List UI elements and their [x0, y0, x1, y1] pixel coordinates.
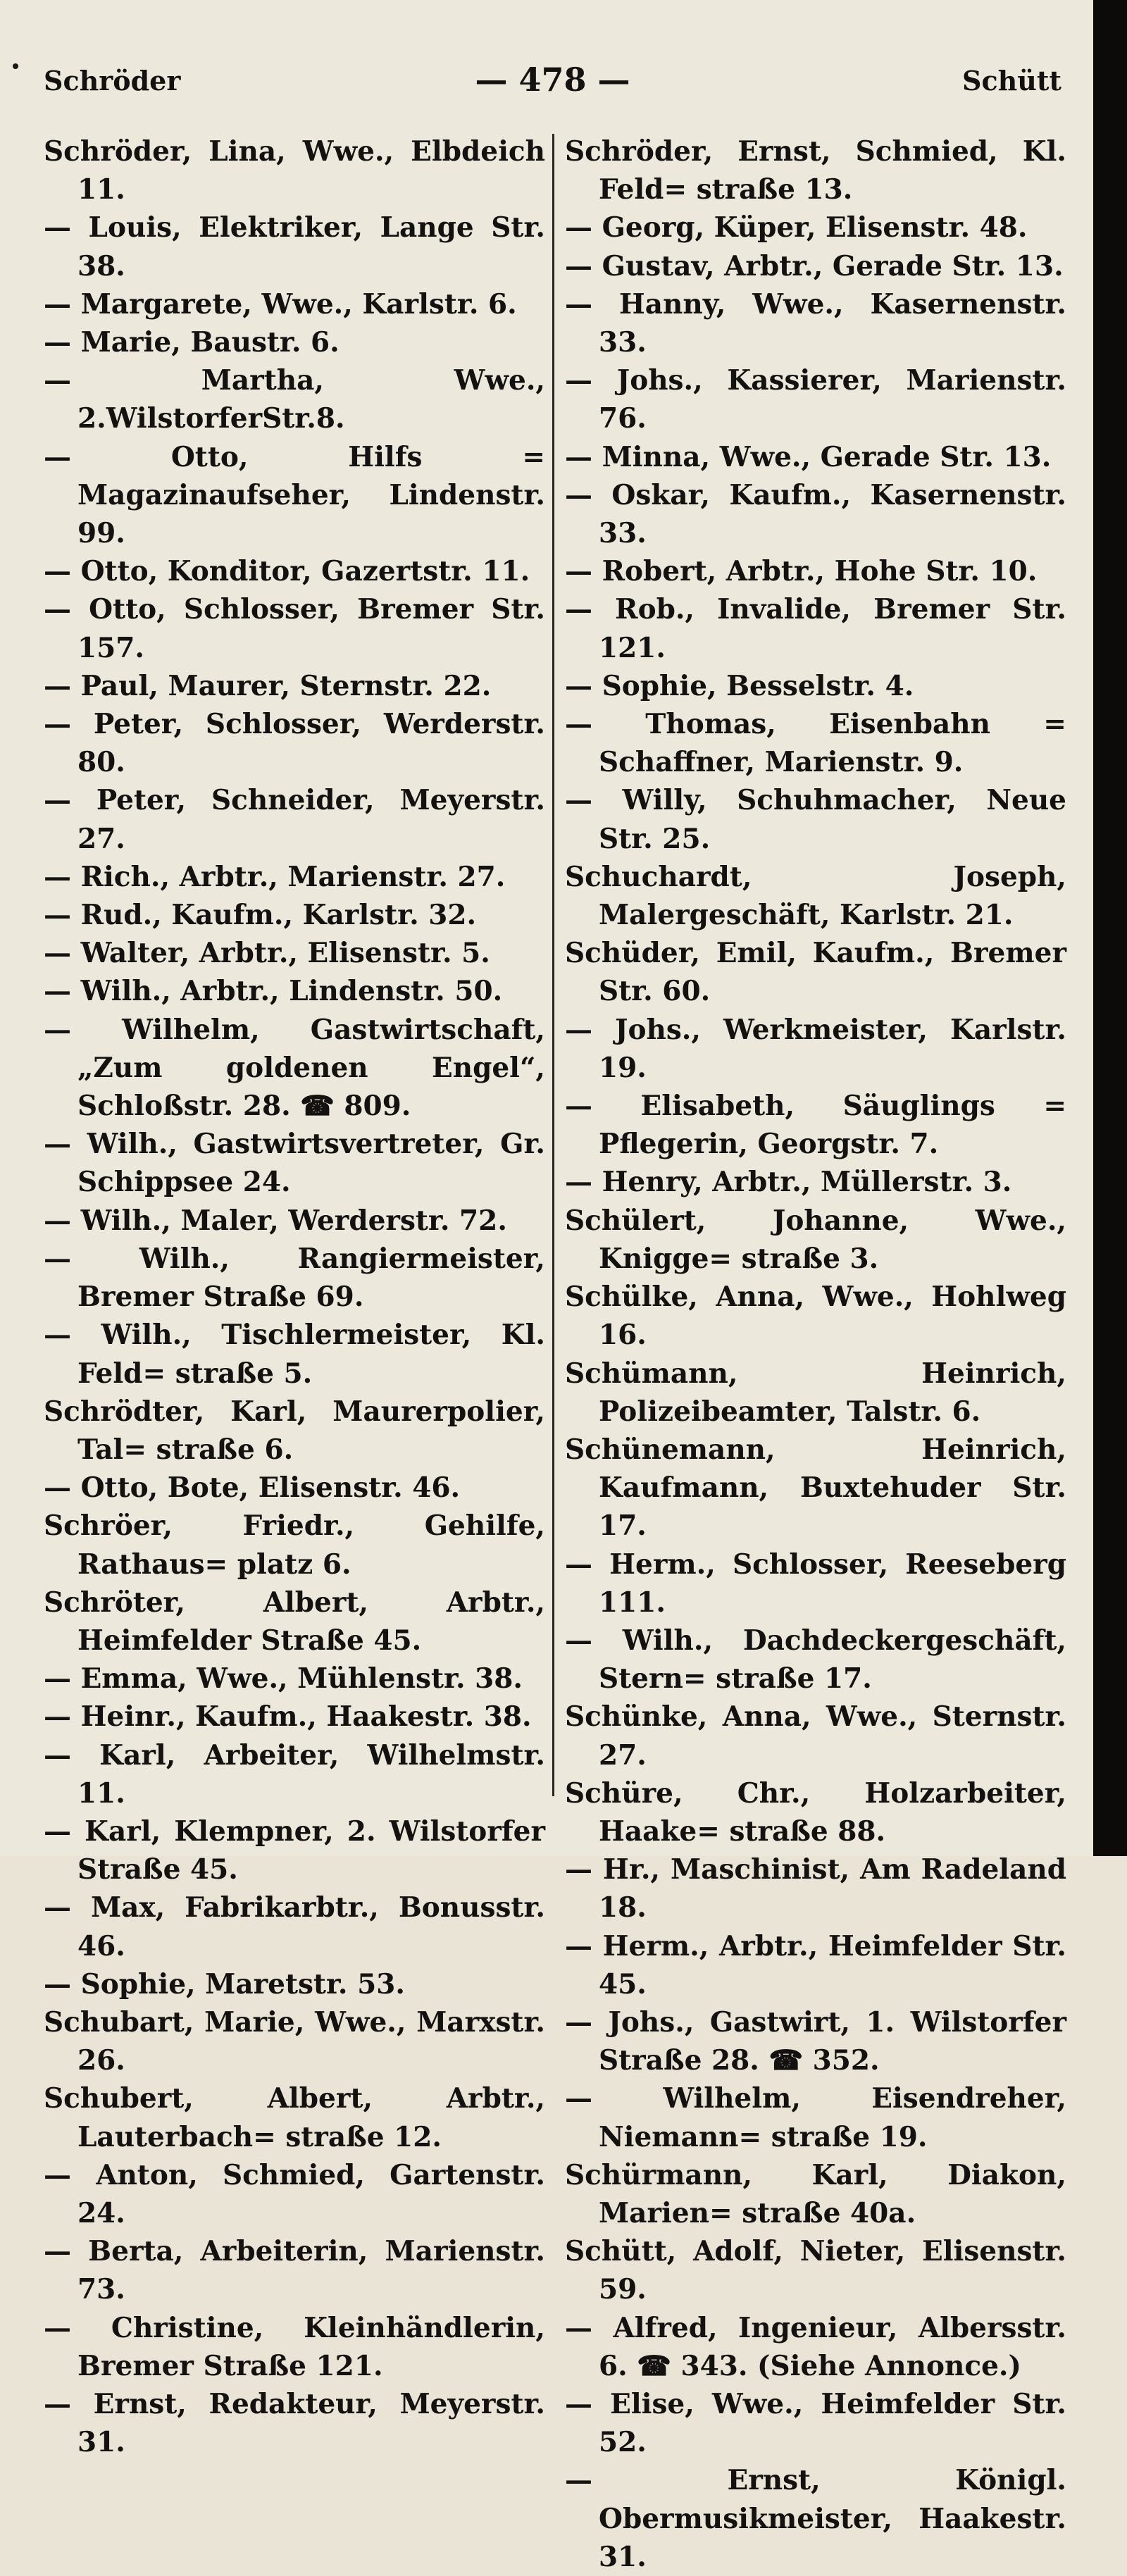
- directory-entry: — Sophie, Maretstr. 53.: [44, 1967, 405, 2001]
- directory-entry: — Sophie, Besselstr. 4.: [565, 669, 914, 702]
- directory-entry: Schröder, Ernst, Schmied, Kl. Feld= straße 13.: [565, 135, 1066, 206]
- directory-entry: Schrödter, Karl, Maurerpolier, Tal= straße 6.: [44, 1395, 545, 1466]
- directory-entry: Schubart, Marie, Wwe., Marxstr. 26.: [44, 2005, 545, 2077]
- directory-entry: — Wilhelm, Gastwirtschaft, „Zum goldenen Engel“, Schloßstr. 28. ☎ 809.: [44, 1013, 545, 1123]
- directory-entry: — Hr., Maschinist, Am Radeland 18.: [565, 1853, 1066, 1924]
- directory-entry: Schröer, Friedr., Gehilfe, Rathaus= platz 6.: [44, 1510, 545, 1581]
- directory-entry: — Rud., Kaufm., Karlstr. 32.: [44, 899, 477, 932]
- directory-entry: Schubert, Albert, Arbtr., Lauterbach= straße 12.: [44, 2082, 545, 2153]
- directory-entry: Schünke, Anna, Wwe., Sternstr. 27.: [565, 1700, 1066, 1772]
- directory-entry: — Wilh., Maler, Werderstr. 72.: [44, 1204, 507, 1237]
- directory-entry: — Heinr., Kaufm., Haakestr. 38.: [44, 1700, 532, 1734]
- directory-entry: — Johs., Gastwirt, 1. Wilstorfer Straße 28. ☎ 352.: [565, 2005, 1066, 2077]
- directory-entry: — Peter, Schlosser, Werderstr. 80.: [44, 708, 545, 779]
- directory-entry: Schülert, Johanne, Wwe., Knigge= straße 3.: [565, 1204, 1066, 1275]
- directory-entry: — Ernst, Redakteur, Meyerstr. 31.: [44, 2387, 545, 2459]
- directory-entry: — Peter, Schneider, Meyerstr. 27.: [44, 784, 545, 855]
- directory-entry: — Georg, Küper, Elisenstr. 48.: [565, 211, 1028, 244]
- directory-entry: — Rich., Arbtr., Marienstr. 27.: [44, 860, 506, 893]
- directory-entry: — Louis, Elektriker, Lange Str. 38.: [44, 211, 545, 282]
- directory-entry: Schütt, Adolf, Nieter, Elisenstr. 59.: [565, 2235, 1066, 2306]
- ink-speck: [13, 63, 18, 69]
- directory-entry: Schürmann, Karl, Diakon, Marien= straße 40a.: [565, 2158, 1066, 2229]
- directory-entry: Schuchardt, Joseph, Malergeschäft, Karlstr. 21.: [565, 860, 1066, 932]
- directory-entry: — Berta, Arbeiterin, Marienstr. 73.: [44, 2235, 545, 2306]
- directory-entry: — Henry, Arbtr., Müllerstr. 3.: [565, 1166, 1012, 1199]
- directory-entry: Schröter, Albert, Arbtr., Heimfelder Straße 45.: [44, 1586, 545, 1657]
- left-column: [44, 132, 545, 2461]
- directory-entry: Schüder, Emil, Kaufm., Bremer Str. 60.: [565, 937, 1066, 1008]
- column-divider: [552, 134, 554, 1796]
- page-header: [44, 61, 1061, 107]
- page-edge-shadow: [1093, 0, 1127, 1856]
- directory-entry: — Wilh., Dachdeckergeschäft, Stern= straße 17.: [565, 1624, 1066, 1695]
- directory-entry: — Otto, Bote, Elisenstr. 46.: [44, 1471, 461, 1505]
- header-right-keyword: Schütt: [962, 65, 1061, 97]
- directory-entry: — Wilh., Gastwirtsvertreter, Gr. Schippsee 24.: [44, 1128, 545, 1199]
- directory-entry: — Johs., Werkmeister, Karlstr. 19.: [565, 1013, 1066, 1084]
- directory-entry: Schülke, Anna, Wwe., Hohlweg 16.: [565, 1281, 1066, 1352]
- directory-entry: Schünemann, Heinrich, Kaufmann, Buxtehuder Str. 17.: [565, 1433, 1066, 1543]
- directory-entry: — Robert, Arbtr., Hohe Str. 10.: [565, 555, 1038, 588]
- directory-entry: — Otto, Hilfs = Magazinaufseher, Lindenstr. 99.: [44, 440, 545, 550]
- directory-entry: — Martha, Wwe., 2.WilstorferStr.8.: [44, 364, 545, 435]
- directory-entry: — Alfred, Ingenieur, Albersstr. 6. ☎ 343. (Siehe Annonce.): [565, 2311, 1066, 2382]
- directory-entry: Schüre, Chr., Holzarbeiter, Haake= straße 88.: [565, 1777, 1066, 1848]
- directory-entry: — Rob., Invalide, Bremer Str. 121.: [565, 593, 1066, 664]
- directory-entry: — Ernst, Königl. Obermusikmeister, Haakestr. 31.: [565, 2464, 1066, 2573]
- directory-entry: — Herm., Arbtr., Heimfelder Str. 45.: [565, 1929, 1066, 2001]
- directory-entry: — Hanny, Wwe., Kasernenstr. 33.: [565, 287, 1066, 359]
- directory-entry: — Minna, Wwe., Gerade Str. 13.: [565, 440, 1052, 473]
- directory-entry: — Otto, Schlosser, Bremer Str. 157.: [44, 593, 545, 664]
- directory-entry: — Elise, Wwe., Heimfelder Str. 52.: [565, 2387, 1066, 2459]
- directory-entry: — Christine, Kleinhändlerin, Bremer Straße 121.: [44, 2311, 545, 2382]
- directory-entry: — Paul, Maurer, Sternstr. 22.: [44, 669, 492, 702]
- directory-entry: — Herm., Schlosser, Reeseberg 111.: [565, 1548, 1066, 1619]
- directory-entry: — Wilh., Arbtr., Lindenstr. 50.: [44, 975, 503, 1008]
- directory-entry: — Margarete, Wwe., Karlstr. 6.: [44, 287, 517, 321]
- directory-entry: — Karl, Klempner, 2. Wilstorfer Straße 45.: [44, 1815, 545, 1886]
- directory-entry: — Willy, Schuhmacher, Neue Str. 25.: [565, 784, 1066, 855]
- directory-entry: — Max, Fabrikarbtr., Bonusstr. 46.: [44, 1891, 545, 1962]
- directory-entry: — Marie, Baustr. 6.: [44, 326, 340, 359]
- directory-entry: — Wilh., Tischlermeister, Kl. Feld= straße 5.: [44, 1319, 545, 1390]
- directory-entry: — Emma, Wwe., Mühlenstr. 38.: [44, 1662, 523, 1695]
- directory-entry: — Otto, Konditor, Gazertstr. 11.: [44, 555, 530, 588]
- directory-entry: — Johs., Kassierer, Marienstr. 76.: [565, 364, 1066, 435]
- directory-entry: Schröder, Lina, Wwe., Elbdeich 11.: [44, 135, 545, 206]
- page-number: — 478 —: [475, 61, 630, 99]
- directory-entry: — Wilh., Rangiermeister, Bremer Straße 69.: [44, 1242, 545, 1314]
- directory-entry: Schümann, Heinrich, Polizeibeamter, Talstr. 6.: [565, 1357, 1066, 1428]
- right-column: [565, 132, 1066, 2576]
- directory-entry: — Anton, Schmied, Gartenstr. 24.: [44, 2158, 545, 2229]
- directory-entry: — Thomas, Eisenbahn = Schaffner, Marienstr. 9.: [565, 708, 1066, 779]
- directory-entry: — Walter, Arbtr., Elisenstr. 5.: [44, 937, 490, 970]
- header-left-keyword: Schröder: [44, 65, 181, 97]
- directory-entry: — Elisabeth, Säuglings = Pflegerin, Georgstr. 7.: [565, 1090, 1066, 1161]
- directory-entry: — Gustav, Arbtr., Gerade Str. 13.: [565, 249, 1064, 282]
- directory-entry: — Oskar, Kaufm., Kasernenstr. 33.: [565, 478, 1066, 550]
- directory-entry: — Wilhelm, Eisendreher, Niemann= straße 19.: [565, 2082, 1066, 2153]
- directory-entry: — Karl, Arbeiter, Wilhelmstr. 11.: [44, 1738, 545, 1810]
